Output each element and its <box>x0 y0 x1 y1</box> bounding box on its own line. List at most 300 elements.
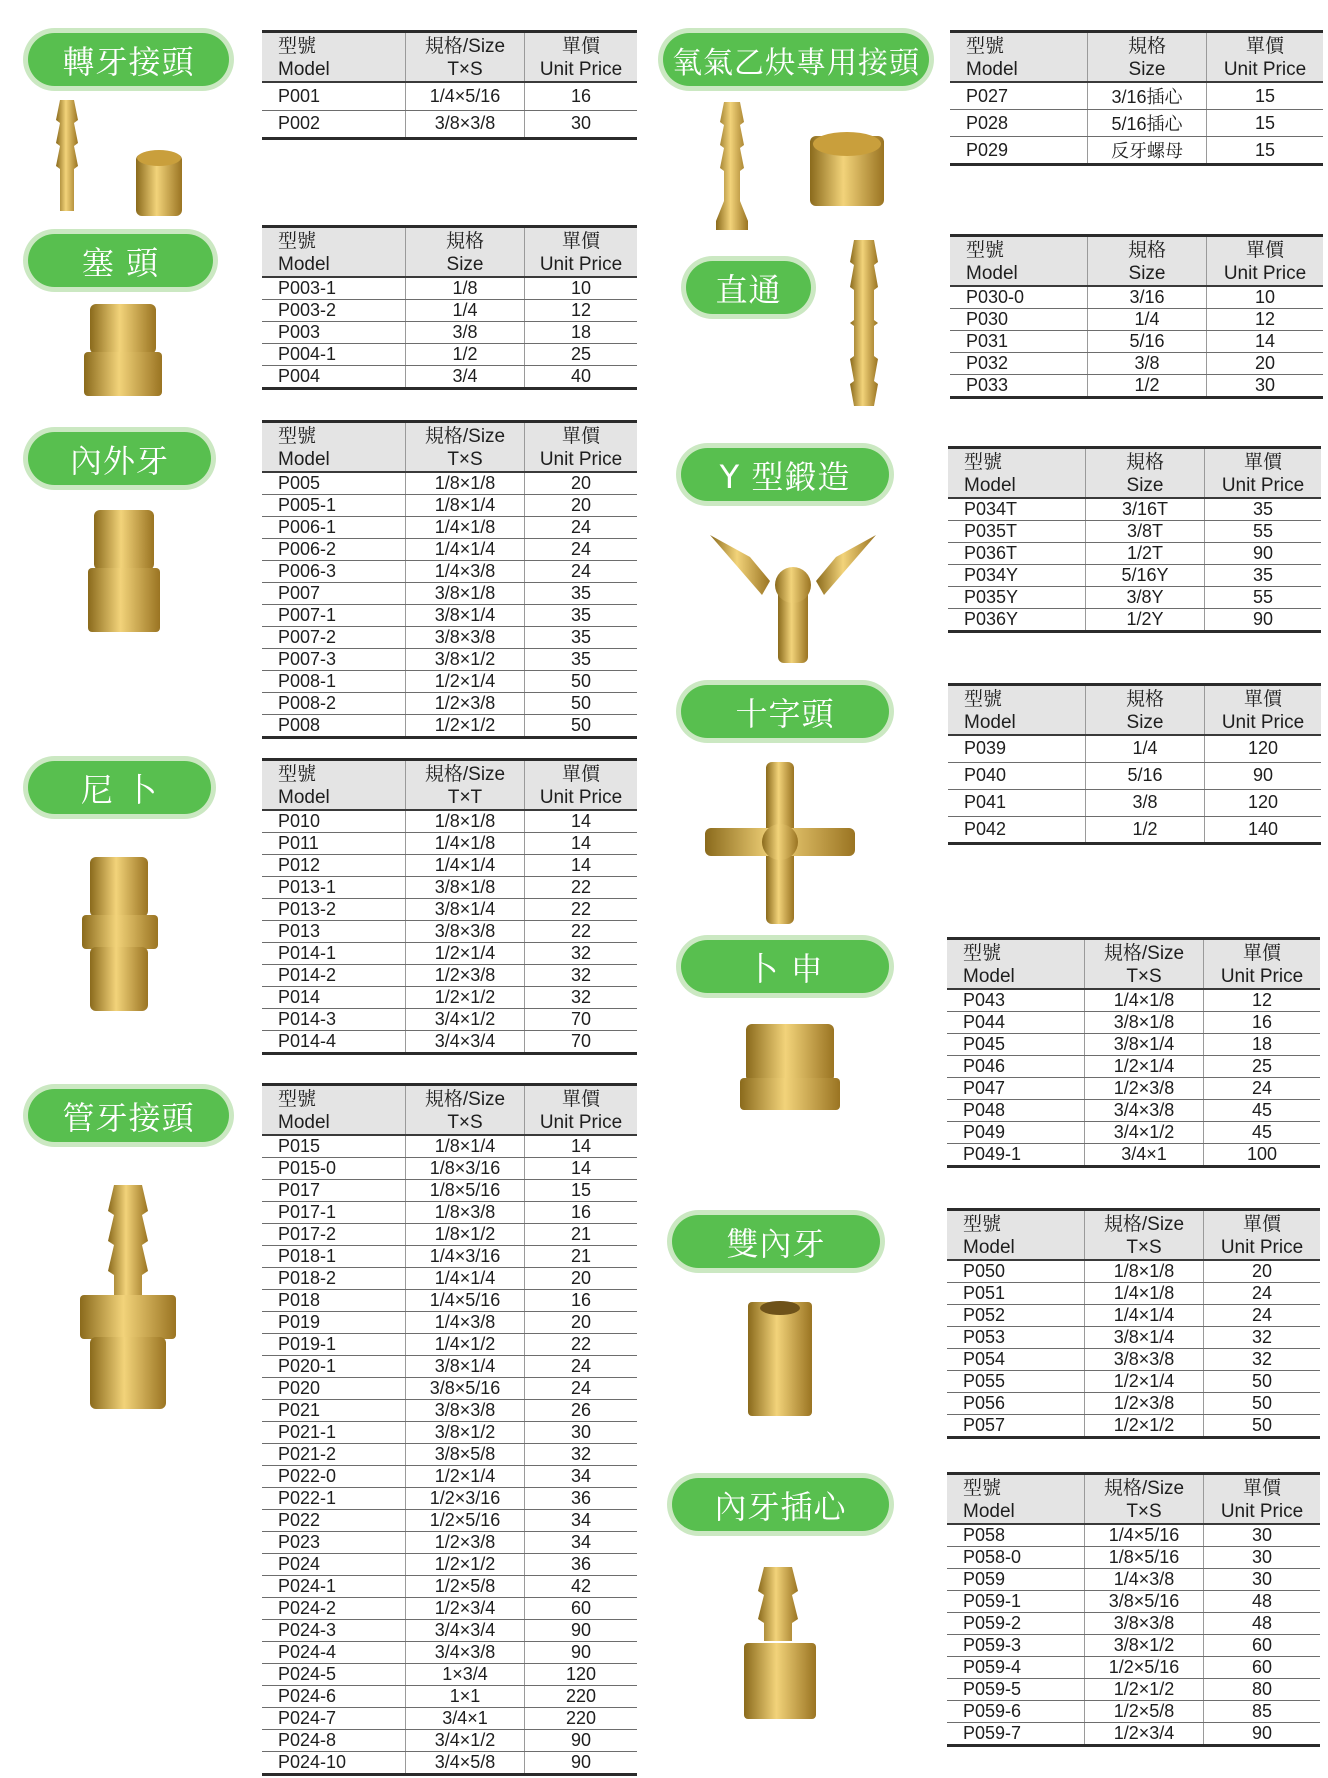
price-cell: 35 <box>525 605 638 627</box>
table-row <box>262 1708 637 1730</box>
price-cell: 45 <box>1204 1122 1321 1144</box>
model-cell: P046 <box>947 1056 1085 1078</box>
price-cell: 21 <box>525 1246 638 1268</box>
model-cell: P006-2 <box>262 539 406 561</box>
size-cell: 3/4×3/4 <box>406 1620 525 1642</box>
table-row <box>262 715 637 738</box>
model-cell: P012 <box>262 855 406 877</box>
table-row <box>262 1686 637 1708</box>
size-cell: 1/4×3/8 <box>406 1312 525 1334</box>
model-cell: P011 <box>262 833 406 855</box>
size-cell: 5/16 <box>1086 762 1205 789</box>
model-cell: P024 <box>262 1554 406 1576</box>
model-cell: P006-3 <box>262 561 406 583</box>
table-row <box>947 1260 1320 1283</box>
table-row <box>262 810 637 833</box>
category-label-cross: 十字頭 <box>681 685 889 738</box>
thread-adapter-icon <box>48 96 188 221</box>
model-cell: P002 <box>278 113 321 133</box>
price-cell: 90 <box>525 1752 638 1775</box>
table-row <box>262 110 637 138</box>
size-cell: 1/4×5/16 <box>406 82 525 110</box>
table-row <box>262 1009 637 1031</box>
price-cell: 16 <box>525 1290 638 1312</box>
female-hose-barb-icon <box>740 1565 820 1723</box>
bushing-icon <box>740 1022 840 1114</box>
model-cell: P021-2 <box>262 1444 406 1466</box>
model-cell: P021-1 <box>262 1422 406 1444</box>
size-cell: 1/2×3/8 <box>1085 1393 1204 1415</box>
size-cell: 1/4 <box>406 300 525 322</box>
table-row <box>262 1664 637 1686</box>
price-cell: 35 <box>1205 498 1322 521</box>
price-cell: 30 <box>1204 1524 1321 1547</box>
model-cell: P013-2 <box>262 899 406 921</box>
model-cell: P059-1 <box>947 1591 1085 1613</box>
size-cell: 3/4×1/2 <box>1085 1122 1204 1144</box>
category-label-hose-barb: 管牙接頭 <box>28 1089 229 1142</box>
model-cell: P007 <box>262 583 406 605</box>
size-cell: 3/8T <box>1086 521 1205 543</box>
price-cell: 16 <box>525 1202 638 1224</box>
price-cell: 100 <box>1204 1144 1321 1167</box>
price-cell: 35 <box>1205 565 1322 587</box>
price-cell: 34 <box>525 1510 638 1532</box>
price-cell: 32 <box>1204 1349 1321 1371</box>
size-cell: 1/8×1/8 <box>406 810 525 833</box>
price-cell: 50 <box>525 693 638 715</box>
model-cell: P059-2 <box>947 1613 1085 1635</box>
size-cell: 1/2×5/16 <box>406 1510 525 1532</box>
y-connector-icon <box>708 515 878 665</box>
model-cell: P039 <box>948 735 1086 762</box>
size-cell: 1/8×1/2 <box>406 1224 525 1246</box>
size-cell: 3/8×1/2 <box>1085 1635 1204 1657</box>
reducing-adapter-icon <box>84 508 164 636</box>
table-row <box>947 1415 1320 1438</box>
table-row <box>947 1393 1320 1415</box>
size-cell: 1/4×1/8 <box>406 517 525 539</box>
price-cell: 30 <box>525 110 638 138</box>
price-cell: 50 <box>1204 1393 1321 1415</box>
price-cell: 14 <box>525 1135 638 1158</box>
price-cell: 35 <box>525 649 638 671</box>
table-row <box>262 1158 637 1180</box>
price-cell: 10 <box>525 277 638 300</box>
size-cell: 3/4×1/2 <box>406 1009 525 1031</box>
table-row <box>262 1031 637 1054</box>
size-cell: 1/2×3/4 <box>406 1598 525 1620</box>
price-cell: 14 <box>525 855 638 877</box>
size-cell: 1/8×5/16 <box>406 1180 525 1202</box>
size-cell: 1/8×5/16 <box>1085 1547 1204 1569</box>
price-cell: 90 <box>1204 1723 1321 1746</box>
table-row <box>262 539 637 561</box>
price-cell: 85 <box>1204 1701 1321 1723</box>
price-cell: 20 <box>525 1268 638 1290</box>
size-cell: 1/8×3/8 <box>406 1202 525 1224</box>
size-cell: 1/4×5/16 <box>406 1290 525 1312</box>
size-cell: 1/4×1/4 <box>406 539 525 561</box>
model-cell: P022-0 <box>262 1466 406 1488</box>
price-cell: 120 <box>1205 735 1322 762</box>
table-row <box>262 1532 637 1554</box>
price-cell: 18 <box>525 322 638 344</box>
table-row <box>262 1268 637 1290</box>
size-cell: 3/16插心 <box>1088 82 1207 110</box>
table-row <box>262 1422 637 1444</box>
price-table-straight: 型號 Model 規格 Size 單價 Unit Price P030-0 3/16 10 P030 1/4 12 P031 5/16 14 P032 3/8 20 P033 1/2 30 <box>950 234 1323 399</box>
size-cell: 1/4×3/8 <box>1085 1569 1204 1591</box>
model-cell: P008 <box>278 715 321 735</box>
table-row <box>262 1202 637 1224</box>
model-cell: P032 <box>950 353 1088 375</box>
table-row <box>948 543 1321 565</box>
table-row <box>262 1554 637 1576</box>
model-cell: P014-3 <box>262 1009 406 1031</box>
price-cell: 24 <box>525 1378 638 1400</box>
table-row <box>262 855 637 877</box>
model-cell: P024-5 <box>262 1664 406 1686</box>
model-cell: P007-2 <box>262 627 406 649</box>
table-row <box>262 82 637 110</box>
model-cell: P022 <box>262 1510 406 1532</box>
table-row <box>947 1591 1320 1613</box>
table-row <box>948 789 1321 816</box>
table-row <box>947 1056 1320 1078</box>
table-row <box>262 561 637 583</box>
model-cell: P031 <box>950 331 1088 353</box>
price-cell: 20 <box>525 472 638 495</box>
price-cell: 25 <box>1204 1056 1321 1078</box>
price-cell: 24 <box>525 539 638 561</box>
size-cell: 5/16插心 <box>1088 110 1207 137</box>
table-row <box>947 1701 1320 1723</box>
model-cell: P019 <box>262 1312 406 1334</box>
table-row <box>947 1657 1320 1679</box>
size-cell: 3/4 <box>406 366 525 389</box>
price-cell: 24 <box>525 517 638 539</box>
size-cell: 3/4×5/8 <box>406 1752 525 1775</box>
table-row <box>262 1334 637 1356</box>
nipple-icon <box>80 855 160 1015</box>
size-cell: 1/2×5/8 <box>406 1576 525 1598</box>
table-row <box>947 1349 1320 1371</box>
model-cell: P007-1 <box>262 605 406 627</box>
size-cell: 1/4×1/2 <box>406 1334 525 1356</box>
table-row <box>947 1034 1320 1056</box>
model-cell: P024-7 <box>262 1708 406 1730</box>
table-row <box>262 627 637 649</box>
price-cell: 35 <box>525 583 638 605</box>
table-row <box>948 762 1321 789</box>
category-label-oxy-acetylene: 氧氣乙炔專用接頭 <box>663 33 929 86</box>
price-cell: 32 <box>525 987 638 1009</box>
size-cell: 1/4 <box>1086 735 1205 762</box>
category-label-straight: 直通 <box>686 261 811 314</box>
table-row <box>947 1305 1320 1327</box>
table-row <box>947 1547 1320 1569</box>
price-cell: 30 <box>1204 1569 1321 1591</box>
size-cell: 3/4×3/4 <box>406 1031 525 1054</box>
price-cell: 20 <box>525 495 638 517</box>
model-cell: P051 <box>947 1283 1085 1305</box>
model-cell: P015 <box>262 1135 406 1158</box>
price-cell: 60 <box>1204 1635 1321 1657</box>
model-cell: P049 <box>947 1122 1085 1144</box>
size-cell: 1/2 <box>1086 816 1205 843</box>
table-row <box>947 1283 1320 1305</box>
model-cell: P035Y <box>948 587 1086 609</box>
model-cell: P003-2 <box>262 300 406 322</box>
price-cell: 12 <box>1207 309 1324 331</box>
table-row <box>948 521 1321 543</box>
table-row <box>950 331 1323 353</box>
model-cell: P018-2 <box>262 1268 406 1290</box>
table-row <box>262 987 637 1009</box>
model-cell: P059-5 <box>947 1679 1085 1701</box>
table-row <box>947 989 1320 1012</box>
table-row <box>947 1524 1320 1547</box>
size-cell: 1/2 <box>1088 375 1207 398</box>
table-row <box>262 1246 637 1268</box>
price-cell: 30 <box>525 1422 638 1444</box>
model-cell: P003 <box>262 322 406 344</box>
model-cell: P024-10 <box>278 1752 347 1772</box>
table-row <box>262 1466 637 1488</box>
size-cell: 3/8×1/4 <box>406 1356 525 1378</box>
price-cell: 22 <box>525 921 638 943</box>
price-cell: 14 <box>525 810 638 833</box>
size-cell: 1/2×5/16 <box>1085 1657 1204 1679</box>
price-cell: 70 <box>525 1031 638 1054</box>
model-cell: P014-2 <box>262 965 406 987</box>
model-cell: P008-2 <box>262 693 406 715</box>
price-cell: 80 <box>1204 1679 1321 1701</box>
price-cell: 34 <box>525 1532 638 1554</box>
price-cell: 15 <box>1207 82 1324 110</box>
category-label-female-barb: 內牙插心 <box>672 1478 889 1531</box>
straight-connector-icon <box>844 238 884 410</box>
price-cell: 48 <box>1204 1591 1321 1613</box>
price-cell: 21 <box>525 1224 638 1246</box>
table-row <box>948 609 1321 632</box>
size-cell: 反牙螺母 <box>1088 137 1207 165</box>
category-label-bushing: 卜 申 <box>681 940 889 993</box>
price-cell: 32 <box>525 943 638 965</box>
size-cell: 3/16 <box>1088 286 1207 309</box>
model-cell: P036Y <box>964 609 1019 629</box>
size-cell: 1/2×1/4 <box>1085 1056 1204 1078</box>
table-row <box>947 1100 1320 1122</box>
table-row <box>262 1620 637 1642</box>
price-cell: 32 <box>525 1444 638 1466</box>
table-row <box>950 82 1323 110</box>
model-cell: P008-1 <box>262 671 406 693</box>
size-cell: 1×3/4 <box>406 1664 525 1686</box>
table-row <box>948 498 1321 521</box>
model-cell: P049-1 <box>963 1144 1022 1164</box>
price-table-thread-adapter: 型號 Model 規格/Size T×S 單價 Unit Price P001 1/4×5/16 16 P002 3/8×3/8 30 <box>262 30 637 140</box>
size-cell: 1/8×1/8 <box>406 472 525 495</box>
price-cell: 70 <box>525 1009 638 1031</box>
price-cell: 15 <box>1207 137 1324 165</box>
table-row <box>262 1135 637 1158</box>
model-cell: P007-3 <box>262 649 406 671</box>
table-row <box>262 899 637 921</box>
price-cell: 24 <box>1204 1283 1321 1305</box>
model-cell: P006-1 <box>262 517 406 539</box>
model-cell: P024-2 <box>262 1598 406 1620</box>
table-row <box>947 1613 1320 1635</box>
table-row <box>262 344 637 366</box>
table-row <box>262 1752 637 1775</box>
table-row <box>262 1510 637 1532</box>
model-cell: P020 <box>262 1378 406 1400</box>
table-row <box>262 965 637 987</box>
price-cell: 42 <box>525 1576 638 1598</box>
model-cell: P003-1 <box>262 277 406 300</box>
size-cell: 3/4×3/8 <box>406 1642 525 1664</box>
size-cell: 5/16Y <box>1086 565 1205 587</box>
price-cell: 14 <box>525 1158 638 1180</box>
table-row <box>262 322 637 344</box>
table-row <box>262 495 637 517</box>
price-table-hose-barb: 型號 Model 規格/Size T×S 單價 Unit Price P015 1/8×1/4 14 P015-0 1/8×3/16 14 P017 1/8×5/16 15 P017-1 1/8×3/8 16 P017-2 1/8×1/2 21 P018-1 1/4×3/16 21 P018-2 1/4×1/4 20 P018 1/4×5/16 16 P019 1/4×3/8 20 P019-1 1/4×1/2 22 P020-1 3/8×1/4 24 P020 3/8×5/16 24 P021 3/8×3/8 26 P021-1 3/8×1/2 30 P021-2 3/8×5/8 32 P022-0 1/2×1/4 34 P022-1 1/2×3/16 36 P022 1/2×5/16 34 P023 1/2×3/8 34 P024 1/2×1/2 36 P024-1 1/2×5/8 42 P024-2 1/2×3/4 60 P024-3 3/4×3/4 90 P024-4 3/4×3/8 90 P024-5 1×3/4 120 P024-6 1×1 220 P024-7 3/4×1 220 P024-8 3/4×1/2 90 P024-10 3/4×5/8 90 <box>262 1083 637 1776</box>
price-cell: 45 <box>1204 1100 1321 1122</box>
price-cell: 55 <box>1205 587 1322 609</box>
price-cell: 26 <box>525 1400 638 1422</box>
table-row <box>262 943 637 965</box>
size-cell: 1/2×5/8 <box>1085 1701 1204 1723</box>
hose-barb-icon <box>78 1183 178 1413</box>
price-cell: 14 <box>525 833 638 855</box>
table-row <box>950 309 1323 331</box>
size-cell: 3/8 <box>406 322 525 344</box>
model-cell: P052 <box>947 1305 1085 1327</box>
table-row <box>947 1078 1320 1100</box>
model-cell: P015-0 <box>262 1158 406 1180</box>
table-row <box>262 472 637 495</box>
size-cell: 1/2×1/2 <box>1085 1679 1204 1701</box>
oxy-acetylene-fitting-icon <box>706 100 886 230</box>
model-cell: P043 <box>947 989 1085 1012</box>
size-cell: 1/2×3/8 <box>406 965 525 987</box>
size-cell: 3/8 <box>1086 789 1205 816</box>
model-cell: P023 <box>262 1532 406 1554</box>
table-row <box>262 300 637 322</box>
plug-icon <box>80 302 170 400</box>
table-row <box>262 1400 637 1422</box>
price-table-plug: 型號 Model 規格 Size 單價 Unit Price P003-1 1/8 10 P003-2 1/4 12 P003 3/8 18 P004-1 1/2 25 P004 3/4 40 <box>262 225 637 390</box>
model-cell: P058 <box>947 1524 1085 1547</box>
size-cell: 3/8×1/4 <box>1085 1034 1204 1056</box>
price-table-bushing: 型號 Model 規格/Size T×S 單價 Unit Price P043 1/4×1/8 12 P044 3/8×1/8 16 P045 3/8×1/4 18 P046 1/2×1/4 25 P047 1/2×3/8 24 P048 3/4×3/8 45 P049 3/4×1/2 45 P049-1 3/4×1 100 <box>947 937 1320 1168</box>
price-cell: 20 <box>1207 353 1324 375</box>
price-cell: 32 <box>525 965 638 987</box>
model-cell: P020-1 <box>262 1356 406 1378</box>
model-cell: P010 <box>262 810 406 833</box>
price-cell: 20 <box>1204 1260 1321 1283</box>
table-row <box>950 353 1323 375</box>
price-cell: 34 <box>525 1466 638 1488</box>
size-cell: 1/8×1/8 <box>1085 1260 1204 1283</box>
table-row <box>262 877 637 899</box>
size-cell: 1/2×1/2 <box>406 1554 525 1576</box>
table-row <box>262 1224 637 1246</box>
price-cell: 220 <box>525 1686 638 1708</box>
model-cell: P034Y <box>948 565 1086 587</box>
price-cell: 35 <box>525 627 638 649</box>
table-row <box>262 649 637 671</box>
price-cell: 40 <box>525 366 638 389</box>
price-cell: 60 <box>1204 1657 1321 1679</box>
model-cell: P048 <box>947 1100 1085 1122</box>
price-cell: 24 <box>1204 1305 1321 1327</box>
price-table-cross: 型號 Model 規格 Size 單價 Unit Price P039 1/4 120 P040 5/16 90 P041 3/8 120 P042 1/2 140 <box>948 683 1321 845</box>
table-row <box>947 1012 1320 1034</box>
model-cell: P041 <box>948 789 1086 816</box>
price-cell: 50 <box>525 715 638 738</box>
price-cell: 10 <box>1207 286 1324 309</box>
model-cell: P019-1 <box>262 1334 406 1356</box>
model-cell: P040 <box>948 762 1086 789</box>
model-cell: P058-0 <box>947 1547 1085 1569</box>
table-row <box>262 1730 637 1752</box>
model-cell: P018-1 <box>262 1246 406 1268</box>
price-cell: 20 <box>525 1312 638 1334</box>
model-cell: P042 <box>964 818 1007 839</box>
model-cell: P024-1 <box>262 1576 406 1598</box>
model-cell: P027 <box>950 82 1088 110</box>
size-cell: 3/8×1/8 <box>1085 1012 1204 1034</box>
model-cell: P004-1 <box>262 344 406 366</box>
price-cell: 22 <box>525 1334 638 1356</box>
size-cell: 3/4×3/8 <box>1085 1100 1204 1122</box>
size-cell: 3/8 <box>1088 353 1207 375</box>
size-cell: 3/8×5/8 <box>406 1444 525 1466</box>
size-cell: 1/8×1/4 <box>406 495 525 517</box>
size-cell: 3/16T <box>1086 498 1205 521</box>
table-row <box>947 1144 1320 1167</box>
size-cell: 1/2×1/4 <box>406 671 525 693</box>
price-cell: 16 <box>525 82 638 110</box>
table-row <box>948 587 1321 609</box>
price-cell: 30 <box>1207 375 1324 398</box>
model-cell: P021 <box>262 1400 406 1422</box>
model-cell: P018 <box>262 1290 406 1312</box>
model-cell: P013 <box>262 921 406 943</box>
model-cell: P057 <box>963 1415 1006 1435</box>
price-table-oxy-acetylene: 型號 Model 規格 Size 單價 Unit Price P027 3/16插心 15 P028 5/16插心 15 P029 反牙螺母 15 <box>950 30 1323 166</box>
table-row <box>950 375 1323 398</box>
price-cell: 30 <box>1204 1547 1321 1569</box>
double-female-icon <box>744 1300 816 1418</box>
price-table-y-forged: 型號 Model 規格 Size 單價 Unit Price P034T 3/16T 35 P035T 3/8T 55 P036T 1/2T 90 P034Y 5/16Y 35 P035Y 3/8Y 55 P036Y 1/2Y 90 <box>948 446 1321 633</box>
model-cell: P059 <box>947 1569 1085 1591</box>
price-cell: 48 <box>1204 1613 1321 1635</box>
model-cell: P035T <box>948 521 1086 543</box>
model-cell: P001 <box>262 82 406 110</box>
size-cell: 3/8Y <box>1086 587 1205 609</box>
price-cell: 50 <box>1204 1415 1321 1438</box>
price-cell: 90 <box>1205 609 1322 632</box>
table-row <box>262 1356 637 1378</box>
price-cell: 60 <box>525 1598 638 1620</box>
size-cell: 1/8 <box>406 277 525 300</box>
model-cell: P033 <box>966 375 1009 395</box>
table-row <box>950 286 1323 309</box>
